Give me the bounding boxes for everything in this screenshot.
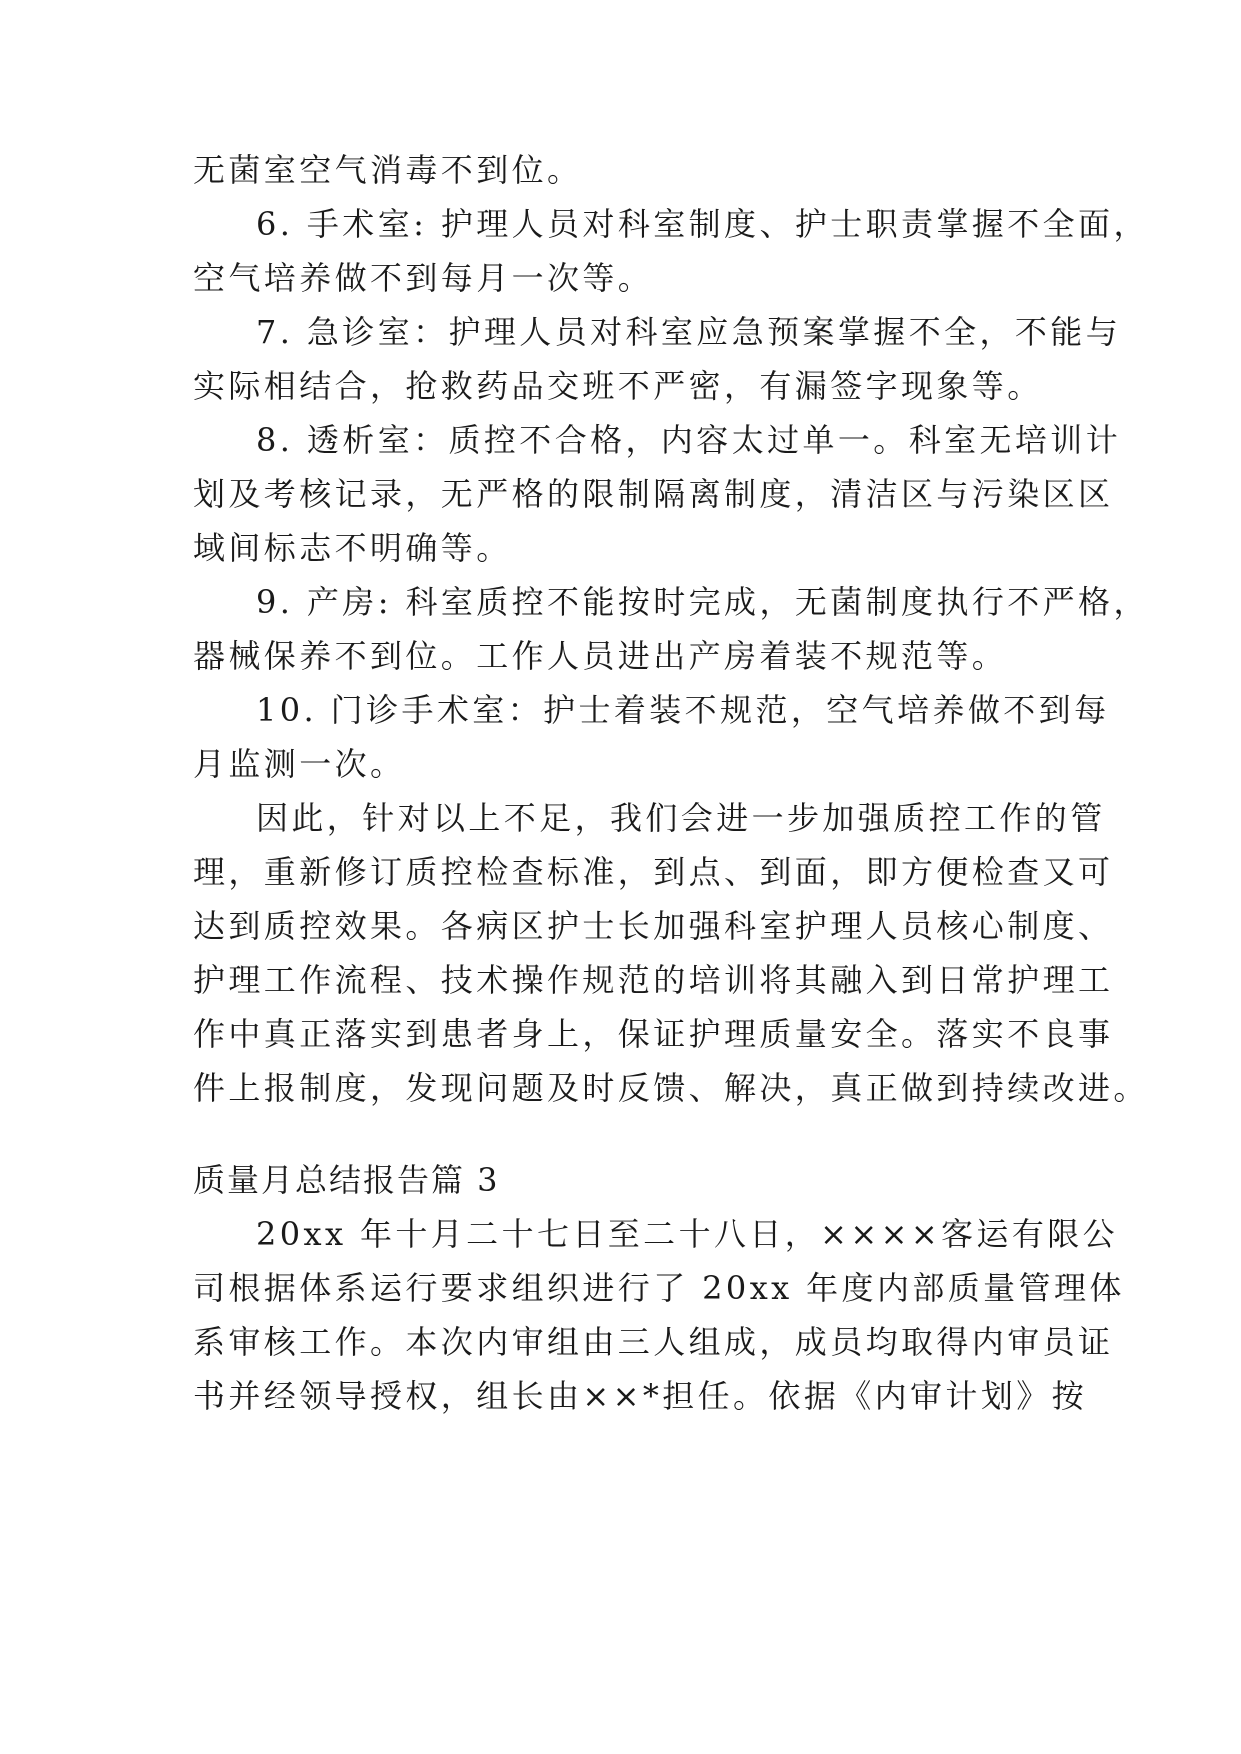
- paragraph-line: 护理工作流程、技术操作规范的培训将其融入到日常护理工: [193, 961, 1114, 999]
- paragraph-line: 系审核工作。本次内审组由三人组成，成员均取得内审员证: [193, 1323, 1114, 1361]
- paragraph-line: 域间标志不明确等。: [193, 529, 512, 567]
- paragraph-line: 理，重新修订质控检查标准，到点、到面，即方便检查又可: [193, 853, 1114, 891]
- paragraph-line: 因此，针对以上不足，我们会进一步加强质控工作的管: [256, 799, 1106, 837]
- paragraph-line: 书并经领导授权，组长由××*担任。依据《内审计划》按: [193, 1377, 1088, 1415]
- paragraph-line: 器械保养不到位。工作人员进出产房着装不规范等。: [193, 637, 1008, 675]
- paragraph-line: 8. 透析室：质控不合格，内容太过单一。科室无培训计: [256, 421, 1122, 459]
- paragraph-line: 6. 手术室: 护理人员对科室制度、护士职责掌握不全面，: [256, 205, 1149, 243]
- paragraph-line: 实际相结合，抢救药品交班不严密，有漏签字现象等。: [193, 367, 1043, 405]
- paragraph-line: 月监测一次。: [193, 745, 406, 783]
- paragraph-line: 无菌室空气消毒不到位。: [193, 151, 583, 189]
- paragraph-line: 10. 门诊手术室：护士着装不规范，空气培养做不到每: [256, 691, 1110, 729]
- paragraph-line: 达到质控效果。各病区护士长加强科室护理人员核心制度、: [193, 907, 1114, 945]
- paragraph-line: 空气培养做不到每月一次等。: [193, 259, 654, 297]
- section-heading: 质量月总结报告篇 3: [193, 1161, 500, 1199]
- paragraph-line: 划及考核记录，无严格的限制隔离制度，清洁区与污染区区: [193, 475, 1114, 513]
- paragraph-line: 作中真正落实到患者身上，保证护理质量安全。落实不良事: [193, 1015, 1114, 1053]
- paragraph-line: 9. 产房: 科室质控不能按时完成，无菌制度执行不严格，: [256, 583, 1149, 621]
- paragraph-line: 司根据体系运行要求组织进行了 20xx 年度内部质量管理体: [193, 1269, 1125, 1307]
- paragraph-line: 件上报制度，发现问题及时反馈、解决，真正做到持续改进。: [193, 1069, 1149, 1107]
- paragraph-line: 7. 急诊室：护理人员对科室应急预案掌握不全，不能与: [256, 313, 1122, 351]
- paragraph-line: 20xx 年十月二十七日至二十八日，××××客运有限公: [256, 1215, 1119, 1253]
